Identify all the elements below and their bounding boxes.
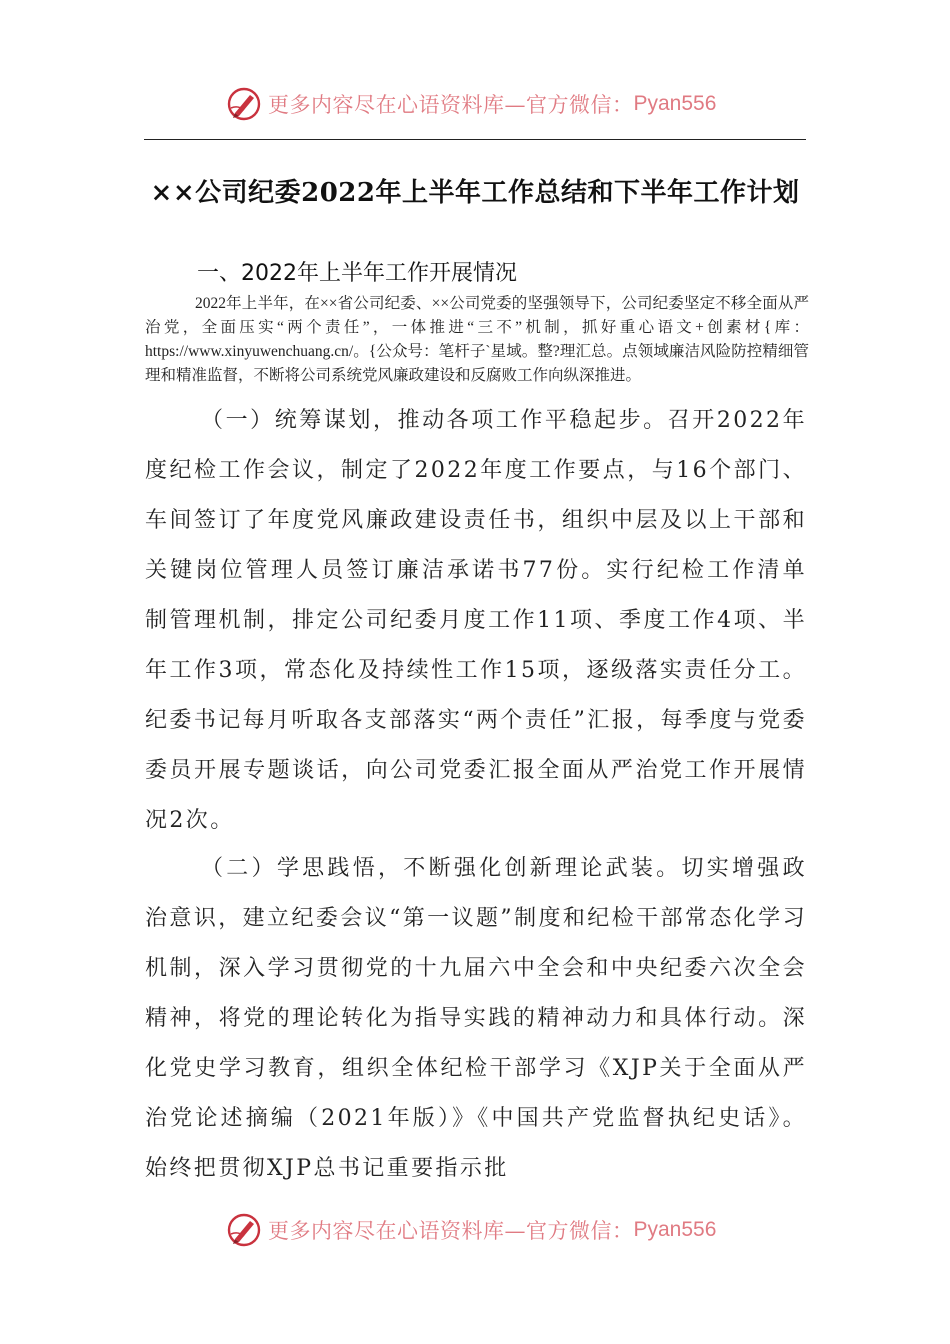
body-paragraph-1: （一）统筹谋划，推动各项工作平稳起步。召开2022年度纪检工作会议，制定了2022年度工作要点，与16个部门、车间签订了年度党风廉政建设责任书，组织中层及以上干部和关键岗位管理人员签订廉洁承诺书77份。实行纪检工作清单制管理机制，排定公司纪委月度工作11项、季度工作4项、半年工作3项，常态化及持续性工作15项，逐级落实责任分工。纪委书记每月听取各支部落实“两个责任”汇报，每季度与党委委员开展专题谈话，向公司党委汇报全面从严治党工作开展情况2次。 [145, 408, 807, 833]
footer-watermark-banner [226, 1208, 716, 1252]
section-heading: 一、2022年上半年工作开展情况 [197, 261, 517, 286]
banner-wechat-id: Pyan556 [633, 92, 717, 115]
pen-logo-icon [226, 86, 262, 122]
intro-paragraph: 2022年上半年，在××省公司纪委、××公司党委的坚强领导下，公司纪委坚定不移全面从严治党，全面压实“两个责任”，一体推进“三不”机制，抓好重心语文+创素材{库：https://www.xinyuwenchuang.cn/。{公众号：笔杆子`星域。整?理汇总。点领域廉洁风险防控精细管理和精准监督，不断将公司系统党风廉政建设和反腐败工作向纵深推进。 [145, 295, 809, 384]
header-watermark-banner [226, 82, 716, 126]
banner-text: 更多内容尽在心语资料库—官方微信： [268, 93, 634, 117]
banner-text: 更多内容尽在心语资料库—官方微信： [268, 1219, 634, 1243]
document-title: ××公司纪委2022年上半年工作总结和下半年工作计划 [150, 178, 800, 208]
pen-logo-icon [226, 1212, 262, 1248]
banner-wechat-id: Pyan556 [633, 1218, 717, 1241]
header-divider [144, 139, 806, 140]
body-paragraph-2: （二）学思践悟，不断强化创新理论武装。切实增强政治意识，建立纪委会议“第一议题”制度和纪检干部常态化学习机制，深入学习贯彻党的十九届六中全会和中央纪委六次全会精神，将党的理论转化为指导实践的精神动力和具体行动。深化党史学习教育，组织全体纪检干部学习《XJP关于全面从严治党论述摘编（2021年版）》《中国共产党监督执纪史话》。始终把贯彻XJP总书记重要指示批 [145, 856, 807, 1181]
